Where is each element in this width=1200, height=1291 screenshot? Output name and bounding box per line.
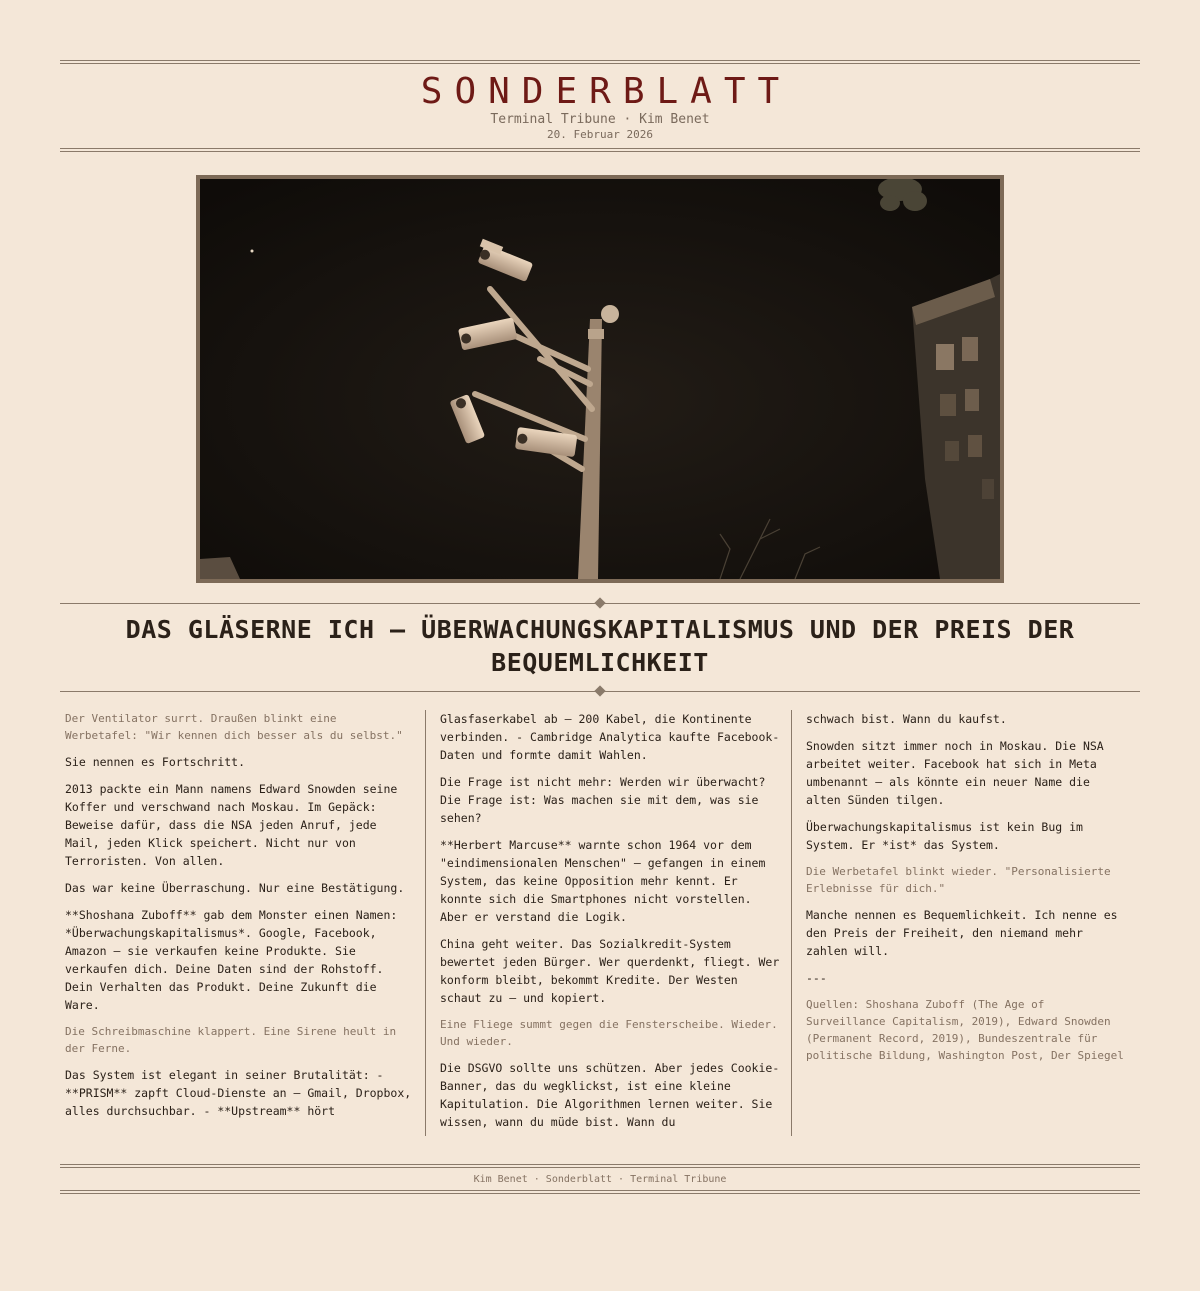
masthead [60,64,1140,148]
article-headline: DAS GLÄSERNE ICH — ÜBERWACHUNGSKAPITALISMUS UND DER PREIS DER BEQUEMLICHKEIT [125,615,1075,677]
article-paragraph: Manche nennen es Bequemlichkeit. Ich nenne es den Preis der Freiheit, den niemand mehr zahlen will. [806,908,1118,958]
surveillance-cameras-photo [200,179,1000,579]
article-columns [60,710,1140,1136]
article-paragraph: Das war keine Überraschung. Nur eine Bestätigung. [65,881,405,895]
footer-text: Kim Benet · Sonderblatt · Terminal Tribune [473,1174,727,1185]
article-paragraph: **Shoshana Zuboff** gab dem Monster einen Namen: *Überwachungskapitalismus*. Google, Facebook, Amazon — sie verkaufen keine Produkte. Sie verkaufen dich. Deine Daten sind der Rohstoff. Dein Verhalten das Produkt. Deine Zukunft die Ware. [65,908,398,1012]
article-paragraph: Eine Fliege summt gegen die Fensterscheibe. Wieder. Und wieder. [440,1018,778,1048]
article-separator: --- [806,971,827,985]
article-paragraph: China geht weiter. Das Sozialkredit-System bewertet jeden Bürger. Wer querdenkt, fliegt. Wer konform bleibt, bekommt Kredite. Der Westen schaut zu — und kopiert. [440,937,780,1005]
article-paragraph: Die Schreibmaschine klappert. Eine Sirene heult in der Ferne. [65,1025,397,1055]
article-paragraph: Glasfaserkabel ab — 200 Kabel, die Kontinente verbinden. - Cambridge Analytica kaufte Facebook-Daten und formte damit Wahlen. [440,712,780,762]
article-column-3 [792,710,1140,1136]
article-paragraph: Die DSGVO sollte uns schützen. Aber jedes Cookie-Banner, das du wegklickst, ist eine kleine Kapitulation. Die Algorithmen lernen weiter. Sie wissen, wann du müde bist. Wann du [440,1061,780,1129]
masthead-subtitle: Terminal Tribune · Kim Benet [490,112,710,127]
lead-photo [196,175,1004,583]
article-paragraph: Der Ventilator surrt. Draußen blinkt eine Werbetafel: "Wir kennen dich besser als du selbst." [65,712,403,742]
masthead-title: SONDERBLATT [420,71,792,112]
article-column-1 [60,710,426,1136]
article-paragraph: Die Werbetafel blinkt wieder. "Personalisierte Erlebnisse für dich." [806,865,1111,895]
article-paragraph: **Herbert Marcuse** warnte schon 1964 vor dem "eindimensionalen Menschen" — gefangen in einem System, das keine Opposition mehr kennt. Er konnte sich die Smartphones nicht vorstellen. Aber er verstand die Logik. [440,838,766,924]
article-paragraph: Snowden sitzt immer noch in Moskau. Die NSA arbeitet weiter. Facebook hat sich in Meta umbenannt — als könnte ein neuer Name die alten Sünden tilgen. [806,739,1104,807]
newspaper-page [60,0,1140,1194]
article-paragraph: Sie nennen es Fortschritt. [65,755,246,769]
masthead-bottom-rule [60,148,1140,152]
masthead-date: 20. Februar 2026 [547,128,653,141]
article-column-2 [426,710,792,1136]
article-paragraph: Die Frage ist nicht mehr: Werden wir überwacht? Die Frage ist: Was machen sie mit dem, was sie sehen? [440,775,766,825]
article-paragraph: Das System ist elegant in seiner Brutalität: - **PRISM** zapft Cloud-Dienste an — Gmail, Dropbox, alles durchsuchbar. - **Upstream** hört [65,1068,412,1118]
page-footer [60,1164,1140,1194]
article-paragraph: 2013 packte ein Mann namens Edward Snowden seine Koffer und verschwand nach Moskau. Im Gepäck: Beweise dafür, dass die NSA jeden Anruf, jede Mail, jeden Klick speichert. Nicht nur von Terroristen. Von allen. [65,782,398,868]
article-paragraph: Überwachungskapitalismus ist kein Bug im System. Er *ist* das System. [806,820,1083,852]
article-sources: Quellen: Shoshana Zuboff (The Age of Surveillance Capitalism, 2019), Edward Snowden (Permanent Record, 2019), Bundeszentrale für politische Bildung, Washington Post, Der Spiegel [806,998,1124,1062]
footer-bottom-rule [60,1190,1140,1194]
headline-bottom-divider [60,691,1140,692]
headline-top-divider [60,603,1140,604]
article-paragraph: schwach bist. Wann du kaufst. [806,712,1007,726]
